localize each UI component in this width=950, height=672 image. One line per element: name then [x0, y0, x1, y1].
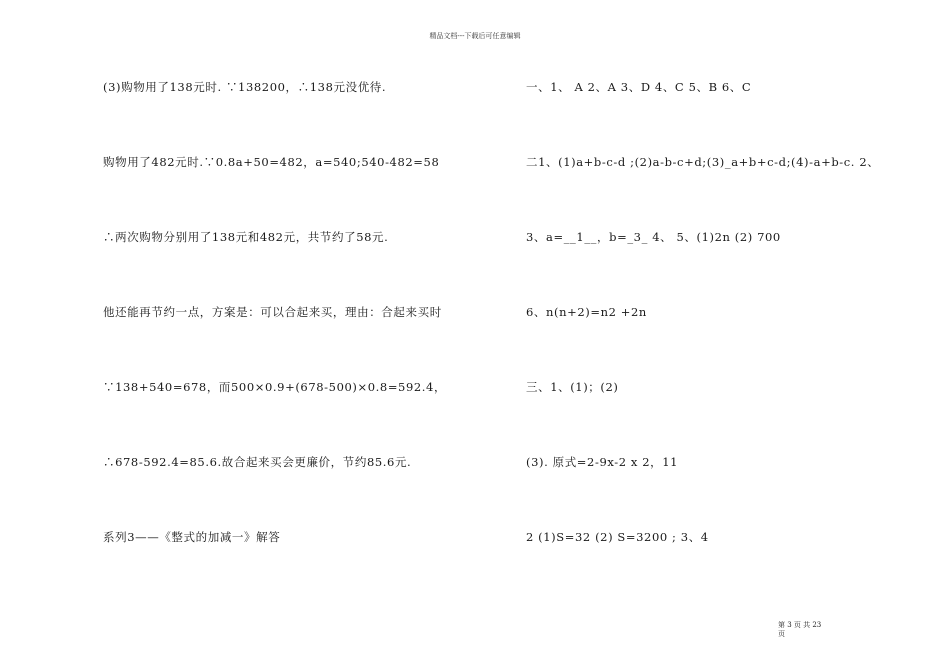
page-number: [778, 621, 838, 639]
right-line-2: 二1、(1)a+b-c-d ;(2)a-b-c+d;(3)_a+b+c-d;(4)-a+b-c. 2、: [526, 155, 880, 169]
right-line-5: 三、1、(1)；(2): [526, 380, 619, 394]
right-line-7: 2 (1)S=32 (2) S=3200 ; 3、4: [526, 530, 709, 544]
left-line-4: 他还能再节约一点，方案是：可以合起来买，理由：合起来买时: [103, 305, 442, 319]
left-line-6: ∴678-592.4=85.6.故合起来买会更廉价，节约85.6元.: [103, 455, 412, 469]
page-number-line-1: 第 3 页 共 23: [778, 621, 822, 629]
right-line-3: 3、a=__1__，b=_3_ 4、 5、(1)2n (2) 700: [526, 230, 781, 244]
left-line-2: 购物用了482元时.∵0.8a+50=482，a=540;540-482=58: [103, 155, 440, 169]
right-line-4: 6、n(n+2)=n2 +2n: [526, 305, 647, 319]
left-line-1: (3)购物用了138元时. ∵138200，∴138元没优待.: [103, 80, 387, 94]
right-line-6: (3). 原式=2-9x-2 x 2，11: [526, 455, 679, 469]
left-line-7: 系列3——《整式的加减一》解答: [103, 530, 281, 544]
left-line-3: ∴两次购物分别用了138元和482元，共节约了58元.: [103, 230, 389, 244]
page-number-line-2: 页: [778, 630, 785, 638]
left-line-5: ∵138+540=678，而500×0.9+(678-500)×0.8=592.4，: [103, 380, 447, 394]
right-line-1: 一、1、 A 2、A 3、D 4、C 5、B 6、C: [526, 80, 752, 94]
page-header: 精品文档---下载后可任意编辑: [429, 32, 521, 40]
